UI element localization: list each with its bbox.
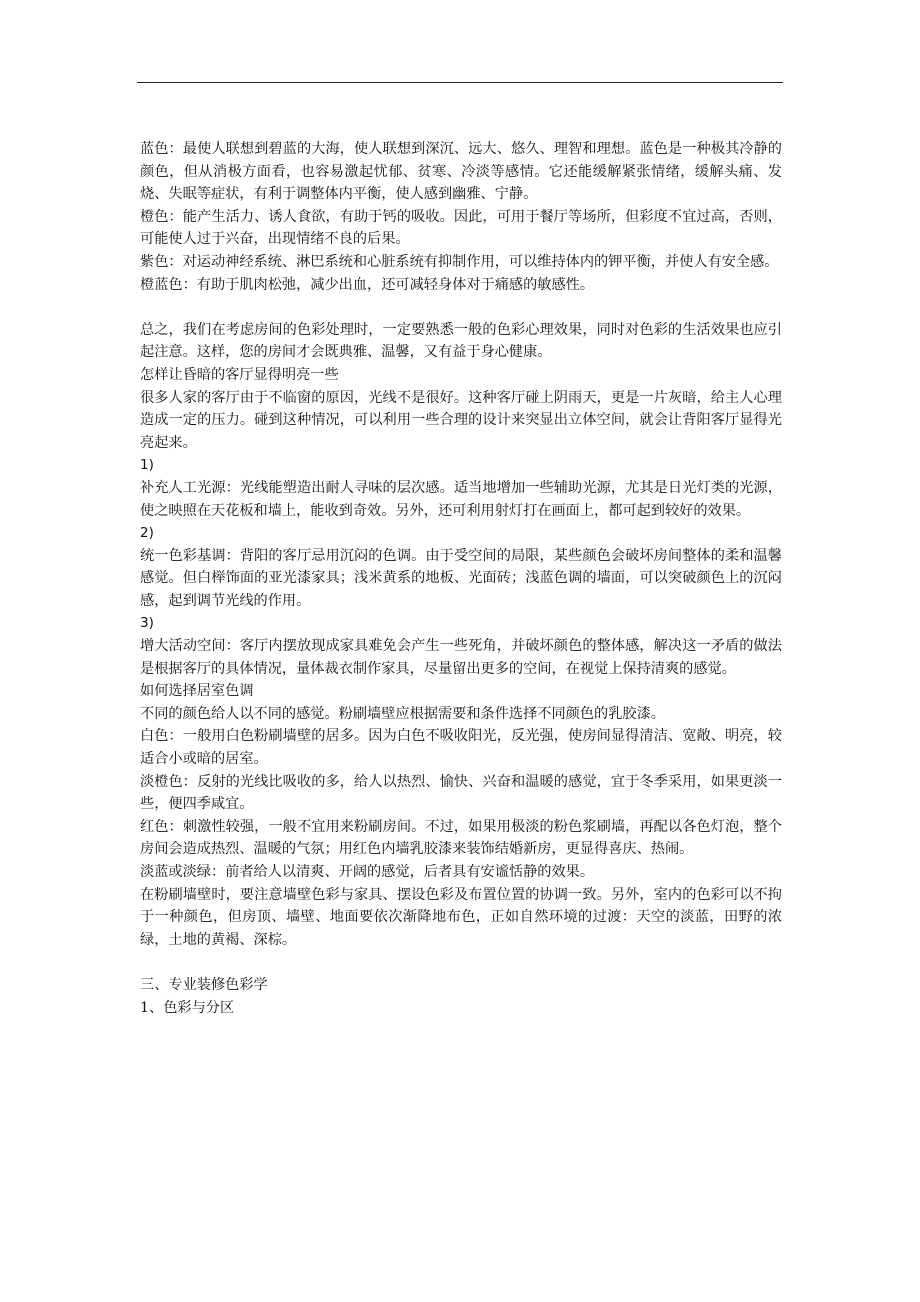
- subsection-heading-1: 1、色彩与分区: [140, 999, 235, 1016]
- paragraph-activity-space: 增大活动空间：客厅内摆放现成家具难免会产生一些死角，并破坏颜色的整体感，解决这一矛盾的做法是根据客厅的具体情况，量体裁衣制作家具，尽量留出更多的空间，在视觉上保持清爽的感觉。: [140, 638, 782, 677]
- document-body: [140, 138, 782, 1019]
- paragraph-different-colors: 不同的颜色给人以不同的感觉。粉刷墙壁应根据需要和条件选择不同颜色的乳胶漆。: [140, 705, 665, 722]
- paragraph-dark-living-room: 很多人家的客厅由于不临窗的原因，光线不是很好。这种客厅碰上阴雨天，更是一片灰暗，给主人心理造成一定的压力。碰到这种情况，可以利用一些合理的设计来突显出立体空间，就会让背阳客厅显得光亮起来。: [140, 389, 782, 451]
- paragraph-orange-blue: 橙蓝色：有助于肌肉松弛，减少出血，还可减轻身体对于痛感的敏感性。: [140, 276, 595, 293]
- paragraph-unified-tone: 统一色彩基调：背阳的客厅忌用沉闷的色调。由于受空间的局限，某些颜色会破坏房间整体的柔和温馨感觉。但白榉饰面的亚光漆家具；浅米黄系的地板、光面砖；浅蓝色调的墙面，可以突破颜色上的沉闷感，起到调节光线的作用。: [140, 547, 782, 609]
- header-rule: [137, 82, 783, 83]
- paragraph-orange: 橙色：能产生活力、诱人食欲，有助于钙的吸收。因此，可用于餐厅等场所，但彩度不宜过高，否则，可能使人过于兴奋，出现情绪不良的后果。: [140, 208, 782, 248]
- list-number-3: 3): [140, 615, 154, 632]
- heading-bright-living-room: 怎样让昏暗的客厅显得明亮一些: [140, 366, 339, 383]
- paragraph-artificial-light: 补充人工光源：光线能塑造出耐人寻味的层次感。适当地增加一些辅助光源，尤其是日光灯类的光源，使之映照在天花板和墙上，能收到奇效。另外，还可利用射灯打在画面上，都可起到较好的效果。: [140, 479, 782, 519]
- paragraph-purple: 紫色：对运动神经系统、淋巴系统和心脏系统有抑制作用，可以维持体内的钾平衡，并使人有安全感。: [140, 253, 779, 270]
- heading-choose-room-tone: 如何选择居室色调: [140, 683, 254, 700]
- list-number-1: 1): [140, 457, 154, 474]
- blank-line: [140, 296, 782, 319]
- list-number-2: 2): [140, 525, 154, 542]
- paragraph-light-blue-green: 淡蓝或淡绿：前者给人以清爽、开阔的感觉，后者具有安谧恬静的效果。: [140, 864, 595, 880]
- paragraph-light-orange: 淡橙色：反射的光线比吸收的多，给人以热烈、愉快、兴奋和温暖的感觉，宜于冬季采用，如果更淡一些，便四季咸宜。: [140, 773, 782, 813]
- paragraph-summary: 总之，我们在考虑房间的色彩处理时，一定要熟悉一般的色彩心理效果，同时对色彩的生活效果也应引起注意。这样，您的房间才会既典雅、温馨，又有益于身心健康。: [140, 321, 782, 361]
- paragraph-wall-coordination: 在粉刷墙壁时，要注意墙壁色彩与家具、摆设色彩及布置位置的协调一致。另外，室内的色彩可以不拘于一种颜色，但房顶、墙壁、地面要依次渐降地布色，正如自然环境的过渡：天空的淡蓝，田野的浓绿，土地的黄褐、深棕。: [140, 886, 782, 948]
- paragraph-red: 红色：刺激性较强，一般不宜用来粉刷房间。不过，如果用极淡的粉色浆刷墙，再配以各色灯泡，整个房间会造成热烈、温暖的气氛；用红色内墙乳胶漆来装饰结婚新房，更显得喜庆、热闹。: [140, 818, 782, 858]
- blank-line: [140, 951, 782, 974]
- paragraph-blue: 蓝色：最使人联想到碧蓝的大海，使人联想到深沉、远大、悠久、理智和理想。蓝色是一种极其冷静的颜色，但从消极方面看，也容易激起忧郁、贫寒、冷淡等感情。它还能缓解紧张情绪，缓解头痛、发烧、失眠等症状，有利于调整体内平衡，使人感到幽雅、宁静。: [140, 141, 782, 203]
- paragraph-white: 白色：一般用白色粉刷墙壁的居多。因为白色不吸收阳光，反光强，使房间显得清洁、宽敞、明亮，较适合小或暗的居室。: [140, 728, 782, 768]
- section-heading-3: 三、专业装修色彩学: [140, 976, 268, 993]
